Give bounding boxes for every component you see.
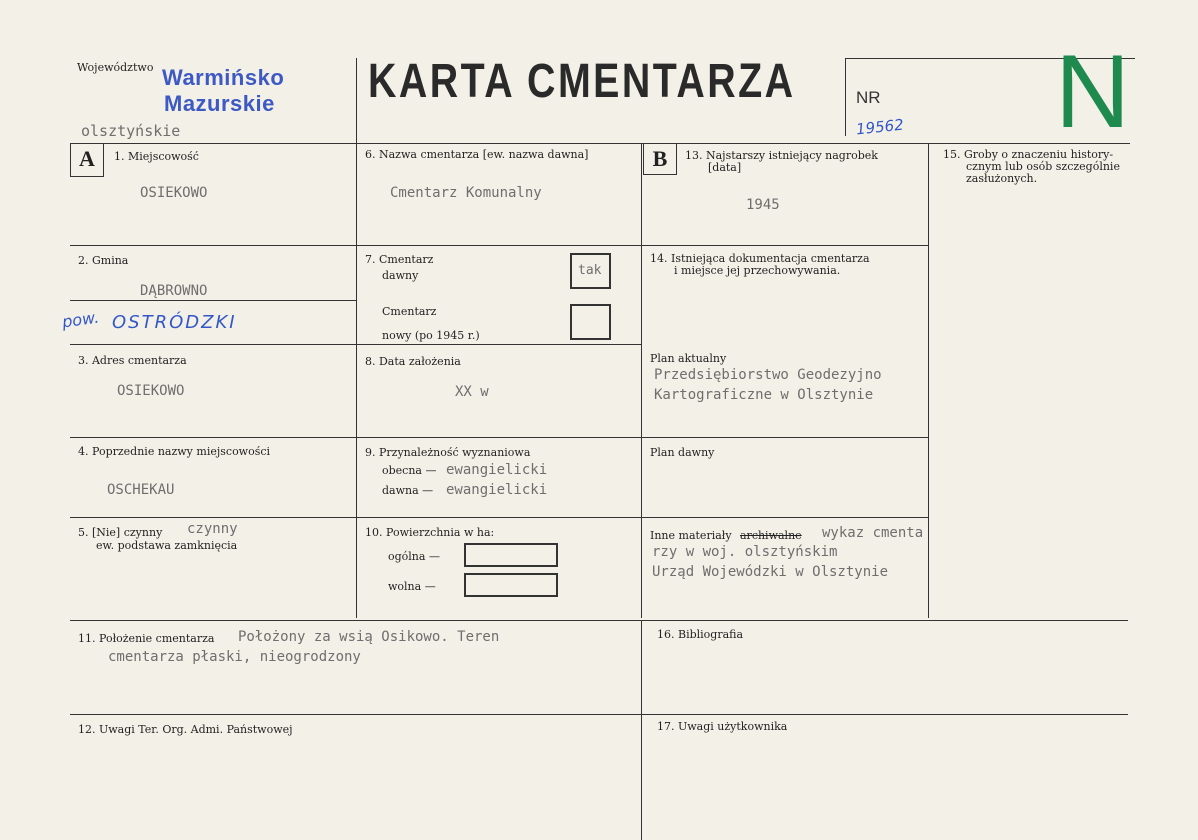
section-a-letter: A (70, 143, 104, 177)
grid-top-line-right (930, 143, 1130, 144)
f7-label-line1: 7. Cmentarz (365, 253, 434, 266)
f8-value: XX w (455, 384, 489, 400)
row-line-1 (70, 245, 928, 246)
nr-value: 19562 (855, 115, 905, 139)
voivodeship-stamp-line1: Warmińsko (162, 65, 285, 90)
f10-free-field[interactable] (464, 573, 558, 597)
f15-label-line2: cznym lub osób szczególnie (966, 160, 1120, 173)
f15-label-line3: zasłużonych. (966, 172, 1038, 185)
f17-label: 17. Uwagi użytkownika (657, 720, 788, 733)
other-value-line1: wykaz cmenta (822, 525, 924, 541)
plan-current-value-line2: Kartograficzne w Olsztynie (654, 387, 874, 403)
f14-label-line2: i miejsce jej przechowywania. (674, 264, 841, 277)
f11-value-line1: Położony za wsią Osikowo. Teren (238, 629, 500, 645)
f7-label-line2: dawny (382, 269, 419, 282)
section-b-letter: B (643, 143, 677, 175)
f3-value: OSIEKOWO (117, 383, 185, 399)
plan-current-value-line1: Przedsiębiorstwo Geodezyjno (654, 367, 882, 383)
plan-current-label: Plan aktualny (650, 352, 727, 365)
f13-label-line2: [data] (708, 161, 742, 174)
divider-mid-column (641, 143, 642, 618)
f8-label: 8. Data założenia (365, 355, 461, 368)
f9-former-value: ewangielicki (446, 482, 548, 498)
f3-label: 3. Adres cmentarza (78, 354, 187, 367)
f2-label: 2. Gmina (78, 254, 129, 267)
f7-dawny-checkbox[interactable] (570, 253, 611, 289)
f11-value-line2: cmentarza płaski, nieogrodzony (108, 649, 361, 665)
other-value-line2: rzy w woj. olsztyńskim (652, 544, 838, 560)
f11-label: 11. Położenie cmentarza (78, 632, 215, 645)
nr-divider (845, 58, 846, 136)
f13-value: 1945 (746, 197, 780, 213)
row-line-4 (70, 517, 928, 518)
plan-former-label: Plan dawny (650, 446, 715, 459)
other-label: Inne materiały (650, 529, 732, 542)
f6-value: Cmentarz Komunalny (390, 185, 542, 201)
f10-total-label: ogólna — (388, 550, 440, 563)
row-line-gmina (70, 300, 356, 301)
divider-right-column (928, 143, 929, 618)
f7-new-line2: nowy (po 1945 r.) (382, 329, 480, 342)
f6-label: 6. Nazwa cmentarza [ew. nazwa dawna] (365, 148, 589, 161)
other-value-line3: Urząd Wojewódzki w Olsztynie (652, 564, 889, 580)
page-title: KARTA CMENTARZA (368, 55, 796, 108)
nr-label: NR (856, 88, 881, 107)
voivodeship-stamp-line2: Mazurskie (164, 91, 275, 116)
f15-label-line1: 15. Groby o znaczeniu history- (943, 148, 1114, 161)
f5-label-line2: ew. podstawa zamknięcia (96, 539, 238, 552)
voivodeship-label: Województwo (77, 61, 154, 74)
f10-label: 10. Powierzchnia w ha: (365, 526, 495, 539)
f7-nowy-checkbox[interactable] (570, 304, 611, 340)
row-line-3 (70, 437, 928, 438)
row-line-2 (70, 344, 641, 345)
f10-free-label: wolna — (388, 580, 436, 593)
f9-label: 9. Przynależność wyznaniowa (365, 446, 531, 459)
f7-dawny-value: tak (578, 263, 602, 278)
grid-top-line (70, 143, 930, 144)
row-line-5 (70, 620, 1128, 621)
f14-label-line1: 14. Istniejąca dokumentacja cmentarza (650, 252, 870, 265)
other-struck: archiwalne (740, 529, 802, 542)
f12-label: 12. Uwagi Ter. Org. Admi. Państwowej (78, 723, 293, 736)
f2-pow-value: OSTRÓDZKI (112, 312, 237, 333)
f9-current-label: obecna — (382, 464, 437, 477)
f13-label-line1: 13. Najstarszy istniejący nagrobek (685, 149, 878, 162)
category-letter: N (1055, 34, 1131, 150)
f1-value: OSIEKOWO (140, 185, 208, 201)
f10-total-field[interactable] (464, 543, 558, 567)
f16-label: 16. Bibliografia (657, 628, 744, 641)
f2-pow-prefix: pow. (60, 307, 101, 332)
row-line-6 (70, 714, 1128, 715)
divider-left-column (356, 58, 357, 618)
f5-value: czynny (187, 521, 238, 537)
f9-former-label: dawna — (382, 484, 434, 497)
f2-value: DĄBROWNO (140, 283, 208, 299)
f7-new-line1: Cmentarz (382, 305, 437, 318)
f9-current-value: ewangielicki (446, 462, 548, 478)
f4-value: OSCHEKAU (107, 482, 175, 498)
old-voivodeship: olsztyńskie (81, 122, 181, 140)
divider-bottom-column (641, 620, 642, 840)
f1-label: 1. Miejscowość (114, 150, 199, 163)
f5-label-line1: 5. [Nie] czynny (78, 526, 163, 539)
f4-label: 4. Poprzednie nazwy miejscowości (78, 445, 271, 458)
